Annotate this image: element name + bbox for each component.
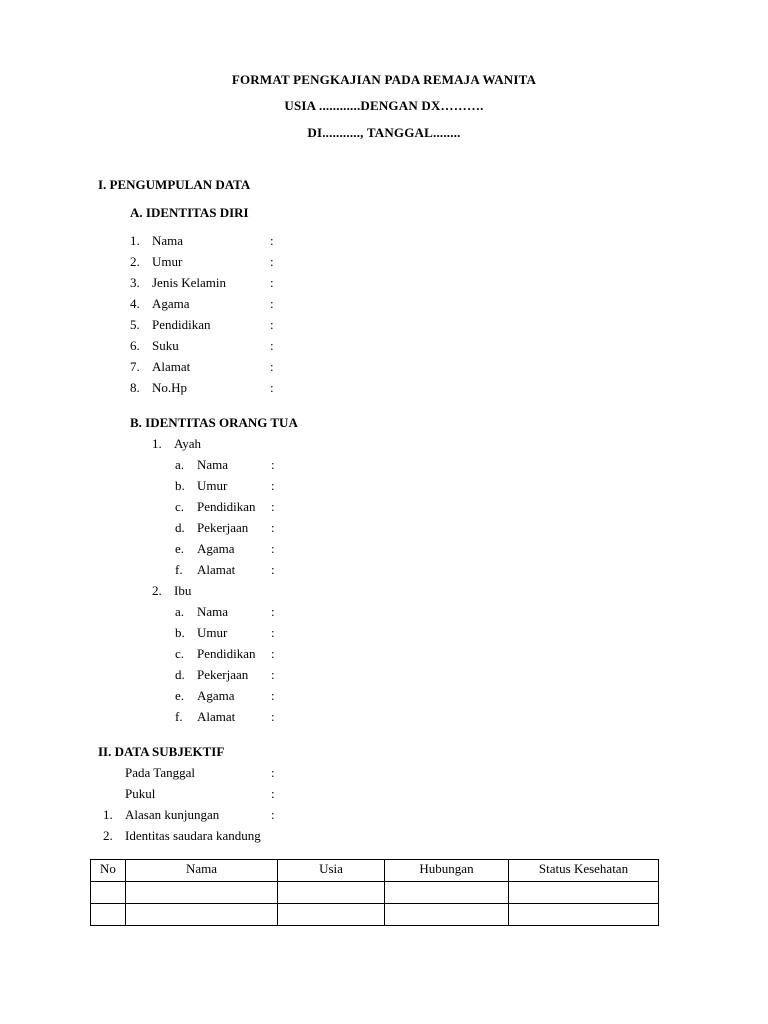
table-header-cell: Status Kesehatan (509, 860, 659, 882)
section1-heading: I. PENGUMPULAN DATA (98, 177, 251, 192)
list-item: 8. No.Hp : (130, 380, 274, 395)
section2-heading: II. DATA SUBJEKTIF (98, 744, 225, 759)
list-item: b. Umur : (175, 478, 275, 493)
doc-title-line1: FORMAT PENGKAJIAN PADA REMAJA WANITA (231, 72, 537, 87)
table-cell (278, 904, 385, 926)
saudara-kandung-table (90, 859, 659, 926)
table-cell (509, 882, 659, 904)
list-item: 1. Alasan kunjungan : (103, 807, 275, 822)
list-item: 3. Jenis Kelamin : (130, 275, 274, 290)
list-item: b. Umur : (175, 625, 275, 640)
table-header-row (91, 860, 659, 882)
table-header-cell: Nama (126, 860, 278, 882)
list-item: e. Agama : (175, 688, 275, 703)
list-item: d. Pekerjaan : (175, 667, 275, 682)
table-cell (385, 882, 509, 904)
list-item: d. Pekerjaan : (175, 520, 275, 535)
doc-title-line2: USIA ............DENGAN DX………. (284, 98, 484, 113)
table-cell (91, 882, 126, 904)
table-cell (509, 904, 659, 926)
field-pukul: Pukul : (125, 786, 275, 801)
list-item: f. Alamat : (175, 562, 275, 577)
list-item: 2. Umur : (130, 254, 274, 269)
table-cell (385, 904, 509, 926)
list-item: 1. Nama : (130, 233, 274, 248)
list-item: 7. Alamat : (130, 359, 274, 374)
table-header-cell: Usia (278, 860, 385, 882)
field-pada-tanggal: Pada Tanggal : (125, 765, 275, 780)
table-cell (126, 904, 278, 926)
table-row (91, 904, 659, 926)
doc-title-line3: DI..........., TANGGAL........ (307, 125, 461, 140)
list-item: c. Pendidikan : (175, 646, 275, 661)
list-item: 6. Suku : (130, 338, 274, 353)
table-header-cell: Hubungan (385, 860, 509, 882)
table-cell (126, 882, 278, 904)
list-item: 4. Agama : (130, 296, 274, 311)
table-cell (278, 882, 385, 904)
list-item: a. Nama : (175, 604, 275, 619)
list-item: 5. Pendidikan : (130, 317, 274, 332)
group-label-ayah: 1. Ayah (152, 436, 201, 451)
subsection-a-heading: A. IDENTITAS DIRI (130, 205, 249, 220)
group-label-ibu: 2. Ibu (152, 583, 192, 598)
table-row (91, 882, 659, 904)
list-item: f. Alamat : (175, 709, 275, 724)
list-item: c. Pendidikan : (175, 499, 275, 514)
list-item: a. Nama : (175, 457, 275, 472)
list-item: e. Agama : (175, 541, 275, 556)
table-cell (91, 904, 126, 926)
subsection-b-heading: B. IDENTITAS ORANG TUA (130, 415, 298, 430)
table-header-cell: No (91, 860, 126, 882)
list-item: 2. Identitas saudara kandung (103, 828, 261, 843)
